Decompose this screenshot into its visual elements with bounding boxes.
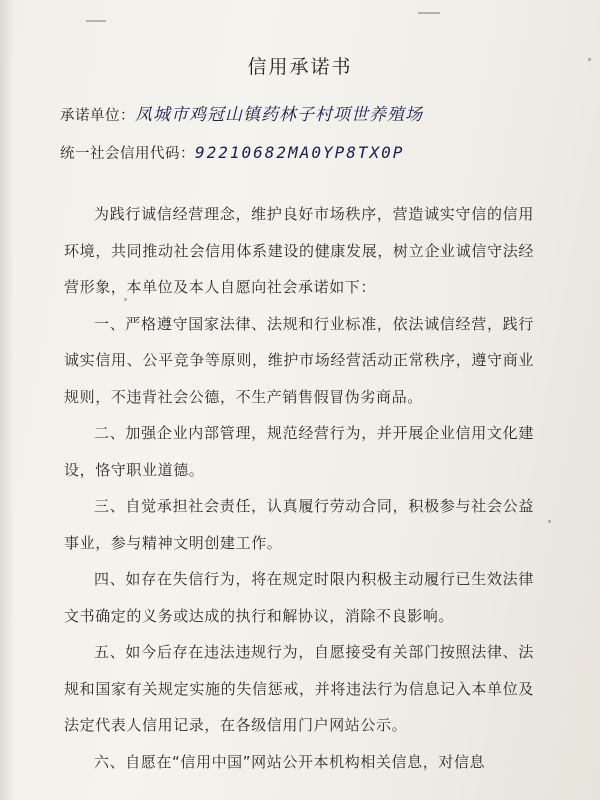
credit-code-line [60, 142, 404, 163]
credit-code-value: 92210682MA0YP8TX0P [195, 143, 405, 162]
paragraph-clause-2: 二、加强企业内部管理，规范经营行为，并开展企业信用文化建设，恪守职业道德。 [64, 424, 534, 479]
pen-stroke-mark [86, 20, 106, 22]
paragraph-intro: 为践行诚信经营理念，维护良好市场秩序，营造诚实守信的信用环境，共同推动社会信用体系建设的健康发展，树立企业诚信守法经营形象，本单位及本人自愿向社会承诺如下： [64, 205, 534, 296]
paragraph-clause-6: 六、自愿在“信用中国”网站公开本机构相关信息，对信息 [94, 752, 486, 771]
paragraph-clause-4: 四、如存在失信行为，将在规定时限内积极主动履行已生效法律文书确定的义务或达成的执行和解协议，消除不良影响。 [64, 570, 534, 625]
paper-speck [548, 520, 551, 523]
pen-stroke-mark [418, 12, 440, 14]
credit-code-label: 统一社会信用代码： [60, 146, 195, 162]
page-edge-shadow [0, 0, 14, 800]
promising-unit-value: 凤城市鸡冠山镇药林子村项世养殖场 [135, 105, 423, 125]
paragraph-clause-3: 三、自觉承担社会责任，认真履行劳动合同，积极参与社会公益事业，参与精神文明创建工作。 [64, 497, 534, 552]
promising-unit-label: 承诺单位： [60, 108, 135, 124]
paragraph-clause-5: 五、如今后存在违法违规行为，自愿接受有关部门按照法律、法规和国家有关规定实施的失信惩戒，并将违法行为信息记入本单位及法定代表人信用记录，在各级信用门户网站公示。 [64, 643, 534, 734]
document-title: 信用承诺书 [247, 56, 353, 78]
paragraph-clause-1: 一、严格遵守国家法律、法规和行业标准，依法诚信经营，践行诚实信用、公平竞争等原则，维护市场经营活动正常秩序，遵守商业规则，不违背社会公德，不生产销售假冒伪劣商品。 [64, 314, 534, 406]
document-body [64, 196, 534, 780]
promising-unit-line [60, 100, 423, 125]
